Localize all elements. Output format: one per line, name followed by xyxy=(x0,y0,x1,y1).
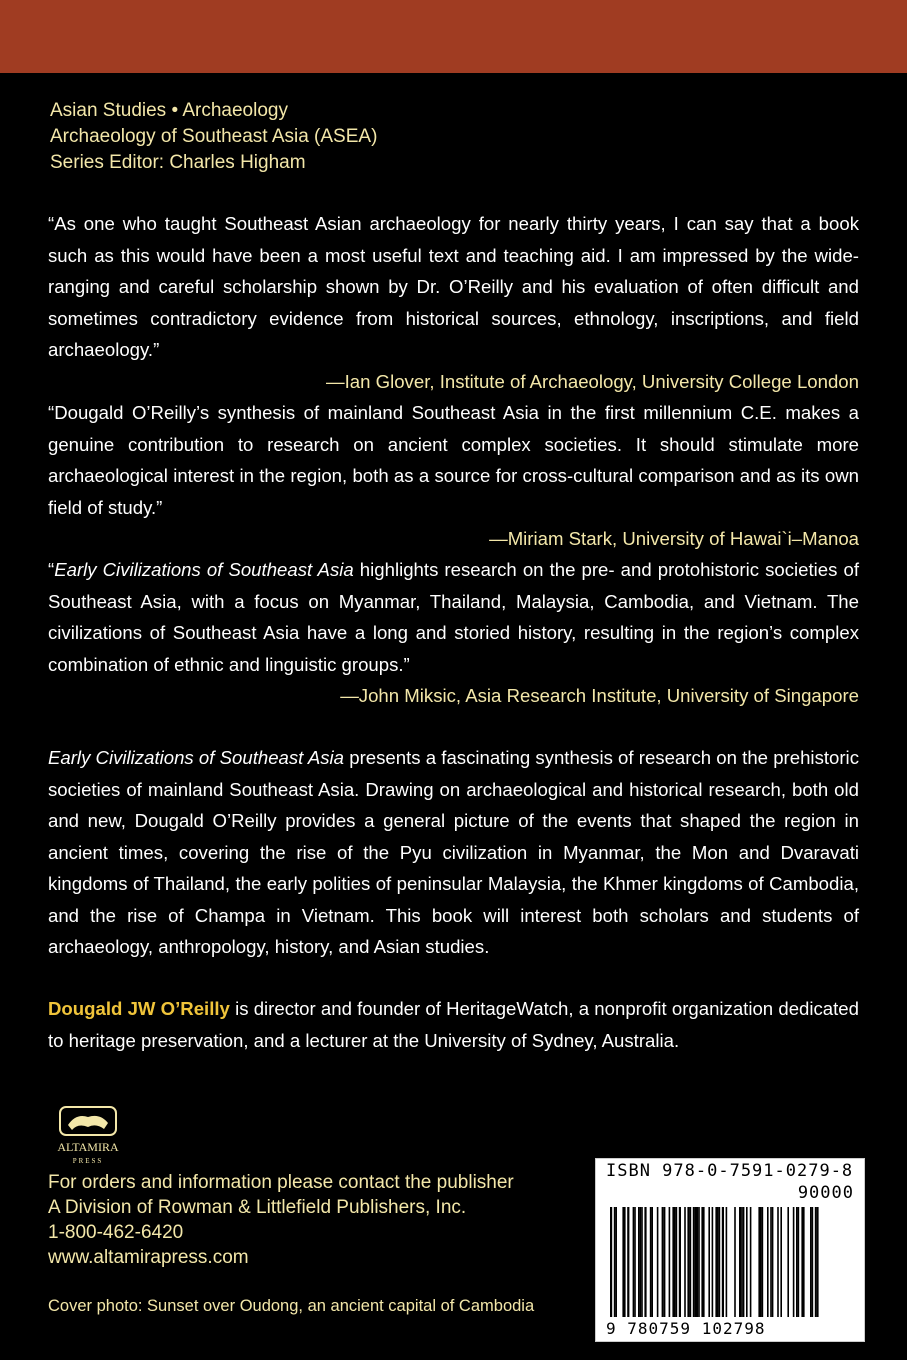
quote-text: “Early Civilizations of Southeast Asia highlights research on the pre- and protohistoric societies of Southeast Asia, with a focus on Myanmar, Thailand, Malaysia, Cambodia, and Vietnam. The civilizations of Southeast Asia have a long and storied history, resulting in the region’s complex combination of ethnic and linguistic groups.” xyxy=(48,559,859,675)
barcode-bar xyxy=(746,1207,748,1317)
price-code: 90000 xyxy=(797,1183,854,1203)
barcode-bar xyxy=(641,1207,643,1317)
barcode-bar xyxy=(664,1207,666,1317)
barcode-bar xyxy=(803,1207,805,1317)
barcode-bar xyxy=(644,1207,646,1317)
barcode-bar xyxy=(614,1207,616,1317)
barcode-bar xyxy=(793,1207,795,1317)
barcode-bar xyxy=(651,1207,653,1317)
barcode-bar xyxy=(787,1207,789,1317)
barcode-bar xyxy=(712,1207,714,1317)
logo-name: ALTAMIRA xyxy=(57,1140,119,1154)
barcode-bar xyxy=(760,1207,762,1317)
barcode-bar xyxy=(657,1207,659,1317)
isbn-text: ISBN 978-0-7591-0279-8 xyxy=(606,1161,854,1181)
book-description: Early Civilizations of Southeast Asia presents a fascinating synthesis of research on the prehistoric societies of mainland Southeast Asia. Drawing on archaeological and historical research, both old and new, Dougald O’Reilly provides a general picture of the events that shaped the region in ancient times, covering the rise of the Pyu civilization in Myanmar, the Mon and Dvaravati kingdoms of Thailand, the early polities of peninsular Malaysia, the Khmer kingdoms of Cambodia, and the rise of Champa in Vietnam. This book will interest both scholars and students of archaeology, anthropology, history, and Asian studies. xyxy=(48,747,859,957)
barcode-bar xyxy=(693,1207,695,1317)
barcode-bar xyxy=(750,1207,752,1317)
barcode-bar xyxy=(687,1207,689,1317)
website-link[interactable]: www.altamirapress.com xyxy=(48,1247,249,1268)
barcode-bar xyxy=(610,1207,612,1317)
barcode-bars xyxy=(596,1159,864,1341)
barcode-bar xyxy=(696,1207,698,1317)
book-title: Early Civilizations of Southeast Asia xyxy=(54,559,354,580)
barcode-bar xyxy=(816,1207,818,1317)
subject-categories: Asian Studies • Archaeology xyxy=(50,100,288,121)
publisher-contact xyxy=(48,1170,514,1270)
barcode-number: 9 780759 102798 xyxy=(606,1319,766,1338)
top-color-band xyxy=(0,0,907,73)
barcode-bar xyxy=(622,1207,624,1317)
barcode-bar xyxy=(634,1207,636,1317)
barcode-bar xyxy=(650,1207,652,1317)
barcode-bar xyxy=(640,1207,642,1317)
series-editor: Series Editor: Charles Higham xyxy=(50,152,306,173)
series-title: Archaeology of Southeast Asia (ASEA) xyxy=(50,126,378,147)
book-title: Early Civilizations of Southeast Asia xyxy=(48,747,345,768)
barcode-bar xyxy=(676,1207,678,1317)
barcode-bar xyxy=(798,1207,800,1317)
blurb-miksic xyxy=(48,554,859,712)
barcode-bar xyxy=(722,1207,724,1317)
quote-attribution: —Ian Glover, Institute of Archaeology, University College London xyxy=(326,370,859,392)
barcode-bar xyxy=(638,1207,640,1317)
quote-text: “Dougald O’Reilly’s synthesis of mainland Southeast Asia in the first millennium C.E. makes a genuine contribution to research on ancient complex societies. It should stimulate more archaeological interest in the region, both as a source for cross-cultural comparison and as its own field of study.” xyxy=(48,402,859,518)
isbn-barcode xyxy=(595,1158,865,1342)
barcode-bar xyxy=(719,1207,721,1317)
barcode-bar xyxy=(810,1207,812,1317)
barcode-bar xyxy=(772,1207,774,1317)
barcode-bar xyxy=(812,1207,814,1317)
series-info xyxy=(50,98,377,176)
barcode-bar xyxy=(627,1207,629,1317)
altamira-logo xyxy=(38,1105,138,1167)
barcode-bar xyxy=(767,1207,769,1317)
barcode-bar xyxy=(615,1207,617,1317)
barcode-bar xyxy=(741,1207,743,1317)
barcode-bar xyxy=(770,1207,772,1317)
barcode-bar xyxy=(743,1207,745,1317)
barcode-bar xyxy=(662,1207,664,1317)
barcode-bar xyxy=(698,1207,700,1317)
barcode-bar xyxy=(633,1207,635,1317)
barcode-bar xyxy=(701,1207,703,1317)
barcode-bar xyxy=(690,1207,692,1317)
barcode-bar xyxy=(758,1207,760,1317)
publisher-division: A Division of Rowman & Littlefield Publishers, Inc. xyxy=(48,1197,467,1218)
barcode-bar xyxy=(777,1207,779,1317)
cover-photo-credit: Cover photo: Sunset over Oudong, an ancient capital of Cambodia xyxy=(48,1297,535,1315)
barcode-bar xyxy=(672,1207,674,1317)
barcode-bar xyxy=(674,1207,676,1317)
quote-text: “As one who taught Southeast Asian archaeology for nearly thirty years, I can say that a book such as this would have been a most useful text and teaching aid. I am impressed by the wide-ranging and careful scholarship shown by Dr. O’Reilly and his evaluation of often difficult and sometimes contradictory evidence from historical sources, ethnology, inscriptions, and field archaeology.” xyxy=(48,213,859,360)
author-bio: Dougald JW O’Reilly is director and founder of HeritageWatch, a nonprofit organization dedicated to heritage preservation, and a lecturer at the University of Sydney, Australia. xyxy=(48,998,859,1051)
barcode-bar xyxy=(708,1207,710,1317)
barcode-bar xyxy=(703,1207,705,1317)
barcode-bar xyxy=(717,1207,719,1317)
barcode-bar xyxy=(780,1207,782,1317)
logo-sub: PRESS xyxy=(72,1157,104,1165)
barcode-bar xyxy=(762,1207,764,1317)
barcode-bar xyxy=(679,1207,681,1317)
barcode-bar xyxy=(684,1207,686,1317)
quote-attribution: —John Miksic, Asia Research Institute, University of Singapore xyxy=(340,685,859,706)
barcode-bar xyxy=(796,1207,798,1317)
barcode-bar xyxy=(801,1207,803,1317)
barcode-bar xyxy=(726,1207,728,1317)
barcode-bar xyxy=(734,1207,736,1317)
barcode-bar xyxy=(815,1207,817,1317)
author-name: Dougald JW O’Reilly xyxy=(48,998,230,1019)
blurb-stark xyxy=(48,397,859,555)
phone-number: 1-800-462-6420 xyxy=(48,1222,184,1243)
barcode-bar xyxy=(624,1207,626,1317)
barcode-bar xyxy=(715,1207,717,1317)
barcode-bar xyxy=(669,1207,671,1317)
blurb-glover xyxy=(48,208,859,397)
barcode-bar xyxy=(739,1207,741,1317)
quote-attribution: —Miriam Stark, University of Hawai`i–Manoa xyxy=(489,528,859,549)
contact-line: For orders and information please contact the publisher xyxy=(48,1172,514,1193)
barcode-bar xyxy=(694,1207,696,1317)
